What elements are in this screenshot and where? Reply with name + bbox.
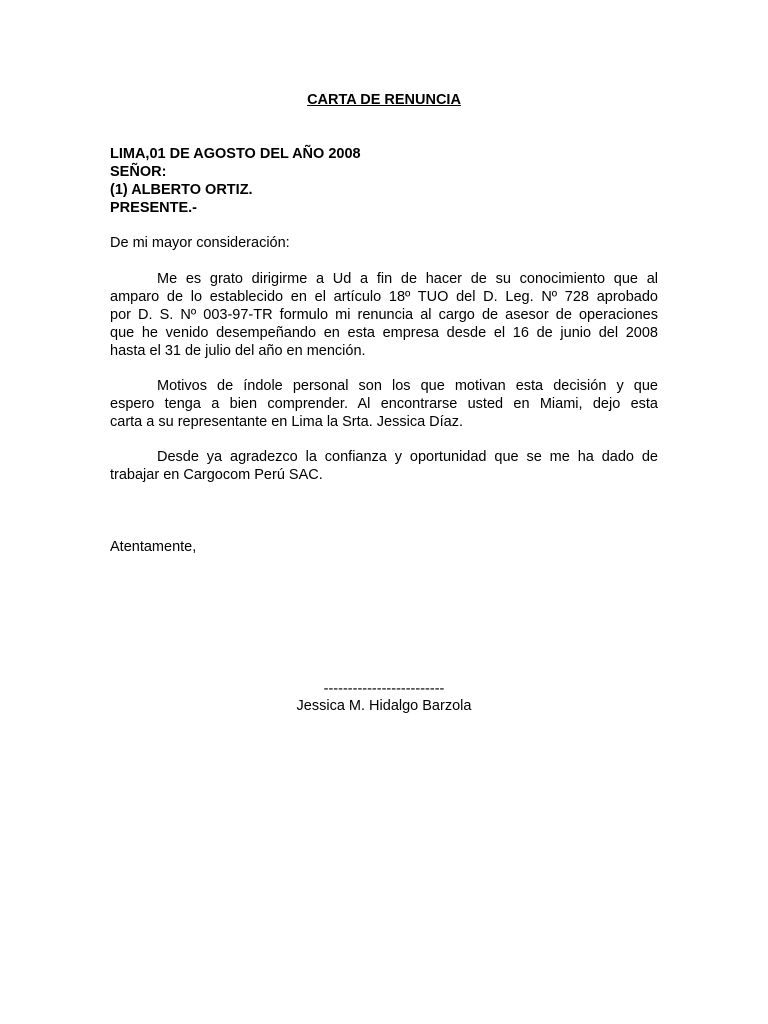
signature-line: ------------------------- [323,681,445,697]
paragraph-line: amparo de lo establecido en el artículo 18º TUO del D. Leg. Nº 728 aprobado [110,289,658,305]
letter-date: LIMA,01 DE AGOSTO DEL AÑO 2008 [110,146,361,162]
salutation: De mi mayor consideración: [110,235,290,251]
closing: Atentamente, [110,539,197,555]
addressee-name: (1) ALBERTO ORTIZ. [110,182,253,198]
paragraph-3 [110,448,658,484]
addressee-label: SEÑOR: [110,164,167,180]
letter-title: CARTA DE RENUNCIA [307,92,461,108]
paragraph-1 [110,270,658,360]
paragraph-line: Motivos de índole personal son los que motivan esta decisión y que [157,378,658,394]
letter-header [110,145,361,217]
signature-name: Jessica M. Hidalgo Barzola [296,698,472,714]
paragraph-line: por D. S. Nº 003-97-TR formulo mi renuncia al cargo de asesor de operaciones [110,307,658,323]
paragraph-line: hasta el 31 de julio del año en mención. [110,343,366,359]
paragraph-line: carta a su representante en Lima la Srta. Jessica Díaz. [110,414,464,430]
paragraph-line: trabajar en Cargocom Perú SAC. [110,467,323,483]
paragraph-2 [110,377,658,431]
present-label: PRESENTE.- [110,200,198,216]
paragraph-line: que he venido desempeñando en esta empresa desde el 16 de junio del 2008 [110,325,658,341]
paragraph-line: Me es grato dirigirme a Ud a fin de hacer de su conocimiento que al [157,271,658,287]
paragraph-line: espero tenga a bien comprender. Al encontrarse usted en Miami, dejo esta [110,396,658,412]
paragraph-line: Desde ya agradezco la confianza y oportunidad que se me ha dado de [157,449,658,465]
